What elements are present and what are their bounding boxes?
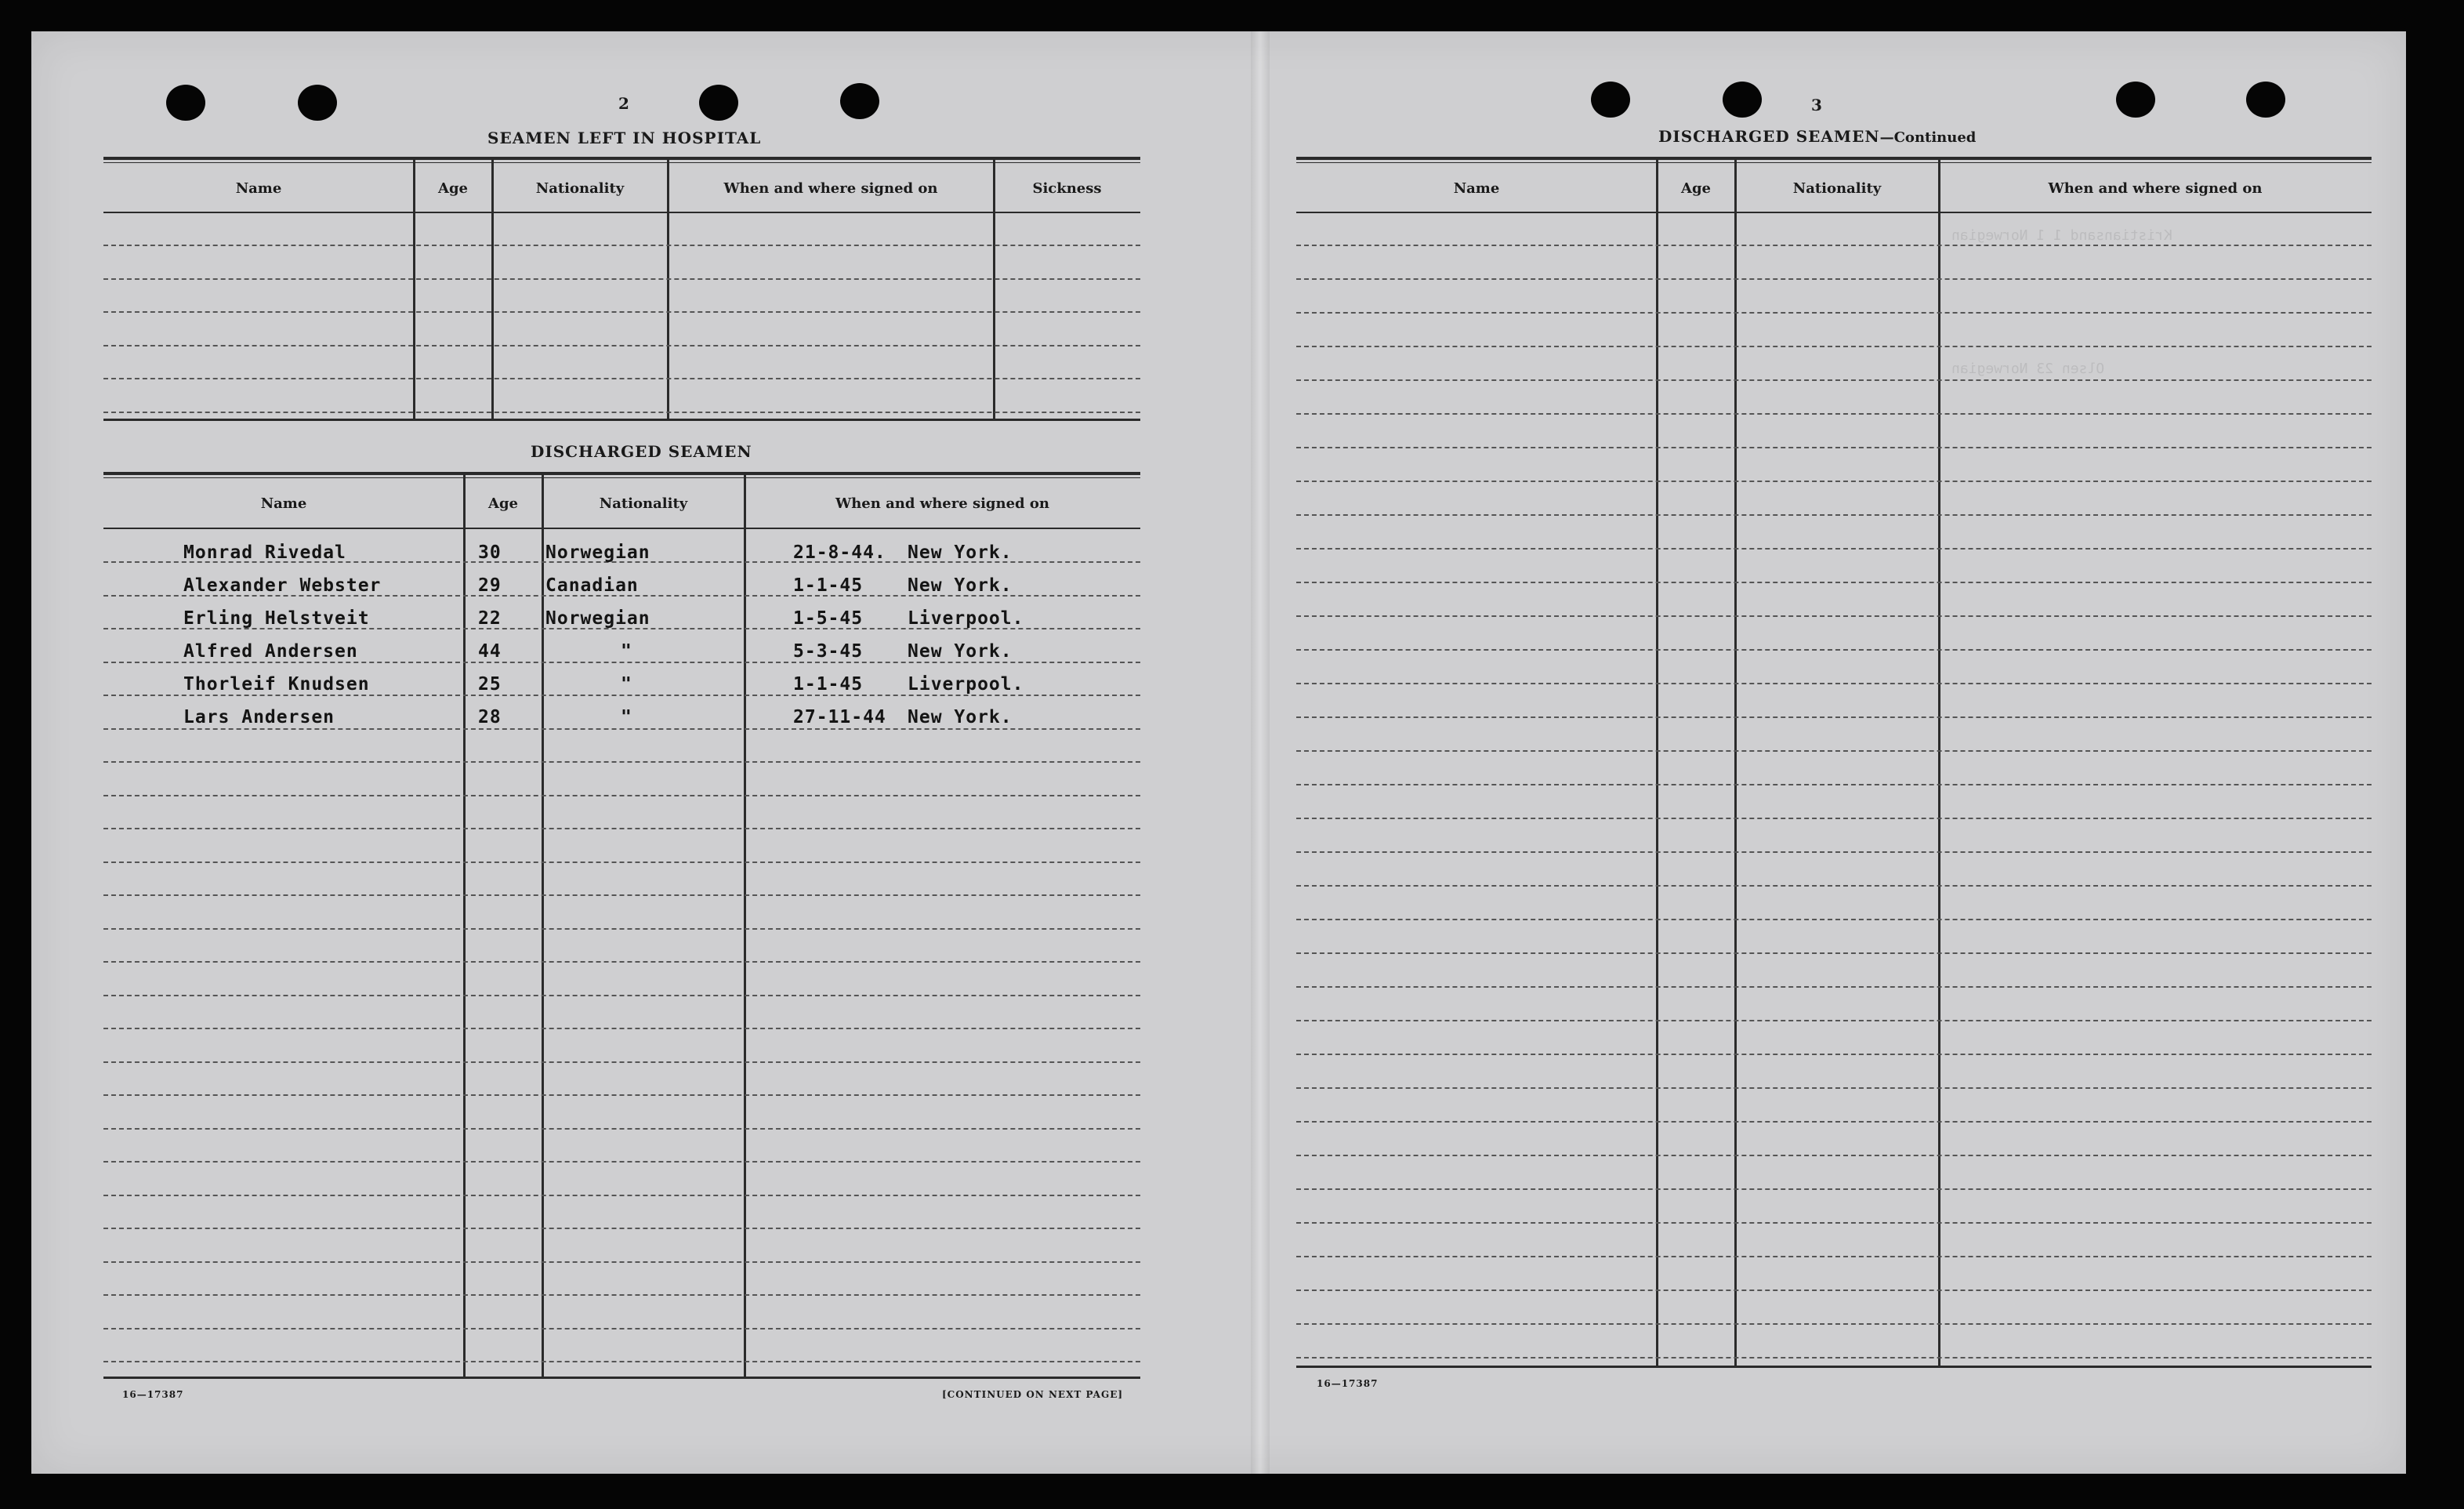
- row-line: [1296, 582, 2372, 583]
- row-line: [1296, 481, 2372, 482]
- continued-header-rule: [1296, 212, 2372, 213]
- signed-on-place: New York.: [908, 707, 1013, 727]
- column-header: Nationality: [599, 495, 688, 512]
- section-title-hospital: SEAMEN LEFT IN HOSPITAL: [487, 129, 762, 147]
- row-line: [1296, 312, 2372, 314]
- row-line: [1296, 784, 2372, 785]
- page-fold: [1251, 31, 1270, 1474]
- row-line: [1296, 1054, 2372, 1055]
- row-line: [103, 1094, 1140, 1096]
- seaman-age: 22: [478, 608, 502, 629]
- continued-top-rule: [1296, 157, 2372, 160]
- row-line: [1296, 1222, 2372, 1224]
- row-line: [103, 761, 1140, 763]
- row-line: [1296, 683, 2372, 684]
- row-line: [103, 378, 1140, 379]
- signed-on-date: 1-5-45: [793, 608, 864, 629]
- column-divider: [463, 473, 466, 1377]
- row-line: [103, 995, 1140, 996]
- row-line: [103, 1128, 1140, 1130]
- row-line: [103, 862, 1140, 863]
- seaman-nationality: Canadian: [545, 575, 639, 596]
- seaman-nationality: Norwegian: [545, 608, 650, 629]
- discharged-top-rule: [103, 472, 1140, 475]
- column-header: Nationality: [535, 180, 625, 197]
- seaman-name: Lars Andersen: [183, 707, 335, 727]
- form-number: 16—17387: [122, 1389, 184, 1400]
- seaman-age: 44: [478, 641, 502, 662]
- hospital-header-rule: [103, 212, 1140, 213]
- seaman-name: Erling Helstveit: [183, 608, 370, 629]
- column-divider: [491, 158, 494, 419]
- row-line: [1296, 1020, 2372, 1021]
- punch-hole: [298, 85, 337, 121]
- punch-hole: [2246, 82, 2285, 118]
- row-line: [103, 728, 1140, 730]
- row-line: [1296, 1256, 2372, 1257]
- seaman-age: 30: [478, 542, 502, 563]
- column-header: Name: [1453, 180, 1500, 197]
- row-line: [1296, 818, 2372, 819]
- seaman-nationality: ": [621, 707, 632, 727]
- section-title-suffix: —Continued: [1879, 129, 1977, 146]
- column-divider: [993, 158, 995, 419]
- section-title-text: DISCHARGED SEAMEN: [1658, 127, 1880, 146]
- seaman-name: Monrad Rivedal: [183, 542, 346, 563]
- discharged-top-rule-thin: [103, 477, 1140, 478]
- row-line: [103, 795, 1140, 796]
- column-header: Name: [235, 180, 282, 197]
- row-line: [1296, 952, 2372, 954]
- row-line: [103, 345, 1140, 346]
- row-line: [103, 961, 1140, 963]
- signed-on-place: New York.: [908, 575, 1013, 596]
- row-line: [1296, 447, 2372, 448]
- row-line: [103, 695, 1140, 696]
- hospital-top-rule-thin: [103, 162, 1140, 163]
- punch-hole: [699, 85, 738, 121]
- column-header: When and where signed on: [723, 180, 938, 197]
- form-number: 16—17387: [1317, 1378, 1379, 1389]
- seaman-age: 25: [478, 674, 502, 695]
- row-line: [103, 828, 1140, 829]
- row-line: [103, 1361, 1140, 1362]
- discharged-bottom-rule: [103, 1377, 1140, 1379]
- row-line: [103, 1328, 1140, 1329]
- row-line: [1296, 919, 2372, 920]
- row-line: [1296, 346, 2372, 347]
- signed-on-place: Liverpool.: [908, 674, 1024, 695]
- row-line: [1296, 851, 2372, 853]
- seaman-name: Alfred Andersen: [183, 641, 358, 662]
- column-header: Age: [1680, 180, 1711, 197]
- row-line: [103, 1195, 1140, 1196]
- continued-top-rule-thin: [1296, 162, 2372, 163]
- row-line: [1296, 1087, 2372, 1089]
- row-line: [1296, 245, 2372, 246]
- row-line: [103, 894, 1140, 896]
- signed-on-date: 1-1-45: [793, 575, 864, 596]
- bleed-through: Olsen 23 Norwegian: [1951, 361, 2105, 377]
- row-line: [1296, 278, 2372, 280]
- seaman-nationality: ": [621, 674, 632, 695]
- row-line: [1296, 986, 2372, 988]
- column-header: When and where signed on: [835, 495, 1049, 512]
- punch-hole: [1723, 82, 1762, 118]
- row-line: [103, 1161, 1140, 1163]
- row-line: [103, 1061, 1140, 1063]
- column-divider: [1656, 158, 1658, 1366]
- column-header: Nationality: [1792, 180, 1882, 197]
- seaman-age: 28: [478, 707, 502, 727]
- signed-on-date: 5-3-45: [793, 641, 864, 662]
- seaman-nationality: ": [621, 641, 632, 662]
- column-header: When and where signed on: [2048, 180, 2263, 197]
- signed-on-date: 21-8-44.: [793, 542, 886, 563]
- punch-hole: [2116, 82, 2155, 118]
- row-line: [1296, 716, 2372, 718]
- row-line: [1296, 1155, 2372, 1156]
- row-line: [103, 1294, 1140, 1296]
- discharged-header-rule: [103, 528, 1140, 529]
- column-header: Name: [260, 495, 307, 512]
- row-line: [1296, 649, 2372, 651]
- signed-on-place: New York.: [908, 542, 1013, 563]
- column-header: Sickness: [1032, 180, 1102, 197]
- row-line: [1296, 615, 2372, 617]
- signed-on-place: Liverpool.: [908, 608, 1024, 629]
- continued-note: [CONTINUED ON NEXT PAGE]: [942, 1389, 1124, 1400]
- column-divider: [1734, 158, 1737, 1366]
- document-sheet: [31, 31, 2406, 1474]
- seaman-age: 29: [478, 575, 502, 596]
- column-header: Age: [437, 180, 468, 197]
- seaman-name: Alexander Webster: [183, 575, 382, 596]
- punch-hole: [1591, 82, 1630, 118]
- row-line: [103, 412, 1140, 413]
- row-line: [1296, 514, 2372, 516]
- hospital-bottom-rule: [103, 419, 1140, 421]
- column-header: Age: [487, 495, 518, 512]
- continued-bottom-rule: [1296, 1366, 2372, 1368]
- column-divider: [1938, 158, 1940, 1366]
- row-line: [103, 1228, 1140, 1229]
- section-title-discharged: DISCHARGED SEAMEN: [531, 442, 752, 461]
- row-line: [103, 311, 1140, 313]
- row-line: [103, 1261, 1140, 1263]
- row-line: [103, 245, 1140, 246]
- section-title-discharged-continued: [1658, 127, 1976, 146]
- signed-on-place: New York.: [908, 641, 1013, 662]
- row-line: [103, 278, 1140, 280]
- row-line: [103, 1028, 1140, 1029]
- signed-on-date: 1-1-45: [793, 674, 864, 695]
- punch-hole: [166, 85, 205, 121]
- page-number: 2: [618, 94, 629, 113]
- row-line: [1296, 1357, 2372, 1358]
- column-divider: [413, 158, 415, 419]
- row-line: [103, 928, 1140, 930]
- row-line: [1296, 413, 2372, 415]
- signed-on-date: 27-11-44: [793, 707, 886, 727]
- row-line: [1296, 1188, 2372, 1190]
- bleed-through: Kristiansand 1 1 Norwegian: [1951, 227, 2172, 244]
- punch-hole: [840, 83, 879, 119]
- column-divider: [667, 158, 669, 419]
- row-line: [1296, 885, 2372, 887]
- page-number: 3: [1811, 96, 1822, 114]
- hospital-top-rule: [103, 157, 1140, 160]
- column-divider: [744, 473, 746, 1377]
- column-divider: [542, 473, 544, 1377]
- row-line: [1296, 1323, 2372, 1325]
- row-line: [1296, 1121, 2372, 1123]
- seaman-name: Thorleif Knudsen: [183, 674, 370, 695]
- row-line: [1296, 548, 2372, 550]
- seaman-nationality: Norwegian: [545, 542, 650, 563]
- row-line: [1296, 750, 2372, 752]
- row-line: [1296, 379, 2372, 381]
- row-line: [1296, 1290, 2372, 1291]
